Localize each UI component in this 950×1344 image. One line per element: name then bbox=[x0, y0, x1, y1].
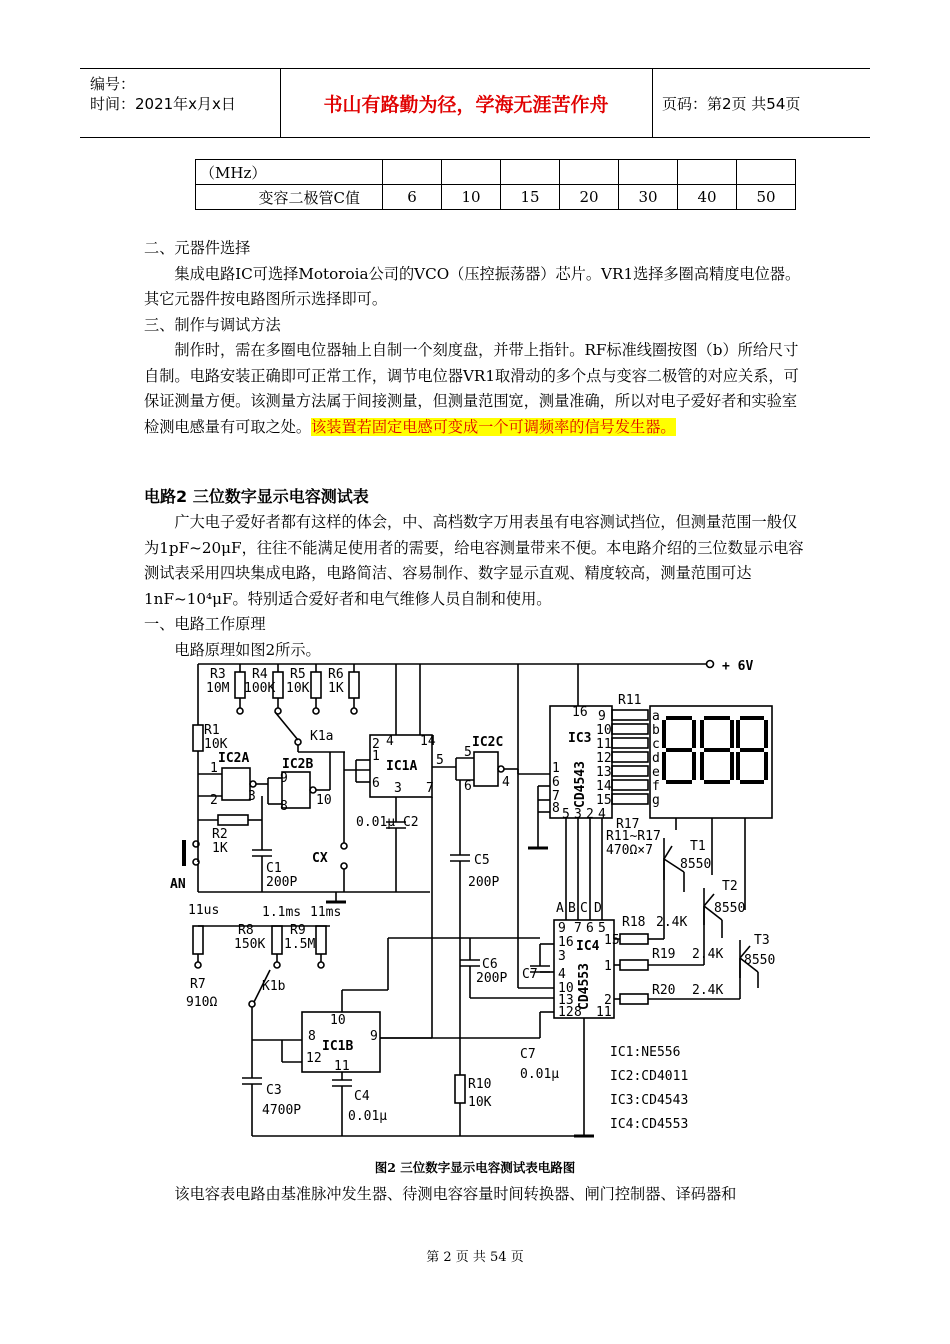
heading: 一、电路工作原理 bbox=[144, 615, 266, 633]
svg-text:16: 16 bbox=[572, 705, 588, 720]
svg-text:9: 9 bbox=[280, 771, 288, 786]
t2-label: T2 bbox=[722, 879, 738, 894]
svg-text:8: 8 bbox=[280, 799, 288, 814]
svg-text:7: 7 bbox=[552, 789, 560, 804]
svg-text:C: C bbox=[580, 901, 588, 916]
r11-label: R11 bbox=[618, 693, 642, 708]
r8-value: 150K bbox=[234, 937, 266, 952]
r3-value: 10M bbox=[206, 681, 230, 696]
r2-label: R2 bbox=[212, 827, 228, 842]
svg-text:2: 2 bbox=[604, 993, 612, 1008]
c6-label: C6 bbox=[482, 957, 498, 972]
svg-text:10: 10 bbox=[316, 793, 332, 808]
table-cell: 40 bbox=[678, 185, 737, 210]
segment-label: e bbox=[652, 765, 660, 780]
r8-label: R8 bbox=[238, 923, 254, 938]
ic3-pin: 9 bbox=[598, 709, 606, 724]
r20-value: 2.4K bbox=[692, 983, 724, 998]
svg-text:1: 1 bbox=[210, 761, 218, 776]
r10-label: R10 bbox=[468, 1077, 492, 1092]
r4-value: 100K bbox=[244, 681, 276, 696]
r5-label: R5 bbox=[290, 667, 306, 682]
paragraph: 电路原理如图2所示。 bbox=[174, 640, 321, 659]
c5-label: C5 bbox=[474, 853, 490, 868]
svg-text:10: 10 bbox=[558, 981, 574, 996]
page-footer: 第 2 页 共 54 页 bbox=[426, 1250, 524, 1265]
r9-label: R9 bbox=[290, 923, 306, 938]
svg-text:4: 4 bbox=[558, 967, 566, 982]
svg-text:A: A bbox=[556, 901, 564, 916]
svg-text:3: 3 bbox=[574, 807, 582, 822]
r19-label: R19 bbox=[652, 947, 676, 962]
svg-text:6: 6 bbox=[372, 776, 380, 791]
table-cell: 10 bbox=[442, 185, 501, 210]
r19-value: 2.4K bbox=[692, 947, 724, 962]
c3-value: 4700P bbox=[262, 1103, 302, 1118]
r7-label: R7 bbox=[190, 977, 206, 992]
svg-text:6: 6 bbox=[464, 779, 472, 794]
t2-value: 8550 bbox=[714, 901, 746, 916]
r3-label: R3 bbox=[210, 667, 226, 682]
highlighted-text: 该装置若固定电感可变成一个可调频率的信号发生器。 bbox=[311, 417, 676, 436]
ic3-pin: 10 bbox=[596, 723, 612, 738]
t1-value: 8550 bbox=[680, 857, 712, 872]
c3-label: C3 bbox=[266, 1083, 282, 1098]
section-title: 电路2 三位数字显示电容测试表 bbox=[144, 487, 369, 506]
t3-value: 8550 bbox=[744, 953, 776, 968]
segment-label: a bbox=[652, 709, 660, 724]
segment-label: g bbox=[652, 793, 660, 808]
ic2c-label: IC2C bbox=[472, 735, 504, 750]
svg-text:16: 16 bbox=[558, 935, 574, 950]
segment-label: b bbox=[652, 723, 660, 738]
paragraph: 该电容表电路由基准脉冲发生器、待测电容容量时间转换器、闸门控制器、译码器和 bbox=[174, 1185, 737, 1203]
svg-text:10: 10 bbox=[330, 1013, 346, 1028]
c7-label: C7 bbox=[520, 1047, 536, 1062]
c4-value: 0.01μ bbox=[348, 1109, 388, 1124]
timebase-1-1ms: 1.1ms bbox=[262, 905, 302, 920]
svg-text:11: 11 bbox=[334, 1059, 350, 1074]
figure-caption: 图2 三位数字显示电容测试表电路图 bbox=[374, 1160, 576, 1175]
ic3-pin: 11 bbox=[596, 737, 612, 752]
table-cell: 15 bbox=[501, 185, 560, 210]
c2-label: 0.01μ C2 bbox=[356, 815, 419, 830]
r7-value: 910Ω bbox=[186, 995, 218, 1010]
r2-value: 1K bbox=[212, 841, 228, 856]
svg-text:B: B bbox=[568, 901, 576, 916]
svg-text:11: 11 bbox=[596, 1005, 612, 1020]
cd4543-label: CD4543 bbox=[573, 761, 588, 808]
ic3-pin: 13 bbox=[596, 765, 612, 780]
segment-label: f bbox=[652, 779, 660, 794]
r9-value: 1.5M bbox=[284, 937, 316, 952]
r17-label: R17 bbox=[616, 817, 640, 832]
svg-text:8: 8 bbox=[574, 1005, 582, 1020]
c4-label: C4 bbox=[354, 1089, 370, 1104]
r6-value: 1K bbox=[328, 681, 344, 696]
svg-text:12: 12 bbox=[306, 1051, 322, 1066]
paragraph: 广大电子爱好者都有这样的体会，中、高档数字万用表虽有电容测试挡位，但测量范围一般仅为1pF~20μF，往往不能满足使用者的需要，给电容测量带来不便。本电路介绍的三位数显示电容测试表采用四块集成电路，电路简洁、容易制作、数字显示直观、精度较高，测量范围可达1nF~10⁴μF。特别适合爱好者和电气维修人员自制和使用。 bbox=[144, 513, 804, 608]
ic3-pin: 12 bbox=[596, 751, 612, 766]
svg-text:3: 3 bbox=[248, 789, 256, 804]
table-cell: 20 bbox=[560, 185, 619, 210]
svg-text:5: 5 bbox=[436, 753, 444, 768]
r11-value: 470Ω×7 bbox=[606, 843, 653, 858]
r4-label: R4 bbox=[252, 667, 268, 682]
svg-text:7: 7 bbox=[426, 781, 434, 796]
svg-text:5: 5 bbox=[598, 921, 606, 936]
svg-text:3: 3 bbox=[394, 781, 402, 796]
segment-label: d bbox=[652, 751, 660, 766]
ic4-label: IC4 bbox=[576, 939, 600, 954]
svg-text:2: 2 bbox=[586, 807, 594, 822]
ic1b-label: IC1B bbox=[322, 1039, 354, 1054]
svg-text:5: 5 bbox=[464, 745, 472, 760]
svg-text:13: 13 bbox=[558, 993, 574, 1008]
ic2b-label: IC2B bbox=[282, 757, 314, 772]
c5-value: 200P bbox=[468, 875, 500, 890]
svg-text:1: 1 bbox=[372, 749, 380, 764]
cx-label: CX bbox=[312, 851, 328, 866]
t3-label: T3 bbox=[754, 933, 770, 948]
ic3-pin: 15 bbox=[596, 793, 612, 808]
svg-text:15: 15 bbox=[604, 933, 620, 948]
ic3-pin: 14 bbox=[596, 779, 612, 794]
k1a-label: K1a bbox=[310, 729, 334, 744]
svg-text:8: 8 bbox=[552, 801, 560, 816]
table-cell: 6 bbox=[383, 185, 442, 210]
svg-text:6: 6 bbox=[586, 921, 594, 936]
r1-value: 10K bbox=[204, 737, 228, 752]
cd4553-label: CD4553 bbox=[577, 963, 592, 1010]
legend-ic1: IC1:NE556 bbox=[610, 1045, 681, 1060]
legend-ic2: IC2:CD4011 bbox=[610, 1069, 689, 1084]
legend-ic3: IC3:CD4543 bbox=[610, 1093, 689, 1108]
svg-text:4: 4 bbox=[386, 734, 394, 749]
svg-text:2: 2 bbox=[372, 737, 380, 752]
table-cell: （MHz） bbox=[196, 160, 383, 185]
c1-label: C1 bbox=[266, 861, 282, 876]
paragraph: 集成电路IC可选择Motoroia公司的VCO（压控振荡器）芯片。VR1选择多圈高精度电位器。其它元器件按电路图所示选择即可。 bbox=[144, 264, 801, 308]
svg-text:4: 4 bbox=[598, 807, 606, 822]
svg-text:2: 2 bbox=[210, 793, 218, 808]
svg-text:8: 8 bbox=[308, 1029, 316, 1044]
svg-text:4: 4 bbox=[502, 775, 510, 790]
c1-value: 200P bbox=[266, 875, 298, 890]
k1b-label: K1b bbox=[262, 979, 286, 994]
c7-value: 0.01μ bbox=[520, 1067, 560, 1082]
header-page-info: 页码：第2页 共54页 bbox=[662, 94, 801, 113]
c7-label-small: C7 bbox=[522, 967, 538, 982]
r20-label: R20 bbox=[652, 983, 676, 998]
svg-text:9: 9 bbox=[370, 1029, 378, 1044]
r11-r17-label: R11~R17 bbox=[606, 829, 661, 844]
r10-value: 10K bbox=[468, 1095, 492, 1110]
heading: 二、元器件选择 bbox=[144, 239, 251, 257]
legend-ic4: IC4:CD4553 bbox=[610, 1117, 689, 1132]
c6-value: 200P bbox=[476, 971, 508, 986]
heading: 三、制作与调试方法 bbox=[144, 315, 281, 334]
supply-label: + 6V bbox=[722, 659, 754, 674]
an-label: AN bbox=[170, 877, 186, 892]
header-motto: 书山有路勤为径，学海无涯苦作舟 bbox=[280, 69, 653, 137]
svg-text:5: 5 bbox=[562, 807, 570, 822]
r18-label: R18 bbox=[622, 915, 646, 930]
r5-value: 10K bbox=[286, 681, 310, 696]
table-cell: 变容二极管C值 bbox=[196, 185, 383, 210]
svg-text:9: 9 bbox=[558, 921, 566, 936]
date-label: 时间：2021年x月x日 bbox=[90, 95, 236, 113]
ic1a-label: IC1A bbox=[386, 759, 418, 774]
paragraph-text: 制作时，需在多圈电位器轴上自制一个刻度盘，并带上指针。RF标准线圈按图（b）所给尺寸自制。电路安装正确即可正常工作，调节电位器VR1取滑动的多个点与变容二极管的对应关系，可保证测量方便。该测量方法属于间接测量，但测量范围宽，测量准确，所以对电子爱好者和实验室检测电感量有可取之处。 bbox=[144, 341, 799, 436]
t1-label: T1 bbox=[690, 839, 706, 854]
svg-text:3: 3 bbox=[558, 949, 566, 964]
table-cell: 50 bbox=[737, 185, 796, 210]
svg-text:1: 1 bbox=[552, 761, 560, 776]
svg-text:14: 14 bbox=[420, 734, 436, 749]
svg-text:12: 12 bbox=[558, 1005, 574, 1020]
r18-value: 2.4K bbox=[656, 915, 688, 930]
svg-text:6: 6 bbox=[552, 775, 560, 790]
svg-text:7: 7 bbox=[574, 921, 582, 936]
timebase-11ms: 11ms bbox=[310, 905, 342, 920]
table-cell: 30 bbox=[619, 185, 678, 210]
ic2a-label: IC2A bbox=[218, 751, 250, 766]
number-label: 编号： bbox=[90, 75, 136, 93]
r6-label: R6 bbox=[328, 667, 344, 682]
ic3-label: IC3 bbox=[568, 731, 592, 746]
svg-text:D: D bbox=[594, 901, 602, 916]
r1-label: R1 bbox=[204, 723, 220, 738]
timebase-11us: 11us bbox=[188, 903, 220, 918]
segment-label: c bbox=[652, 737, 660, 752]
svg-text:1: 1 bbox=[604, 959, 612, 974]
